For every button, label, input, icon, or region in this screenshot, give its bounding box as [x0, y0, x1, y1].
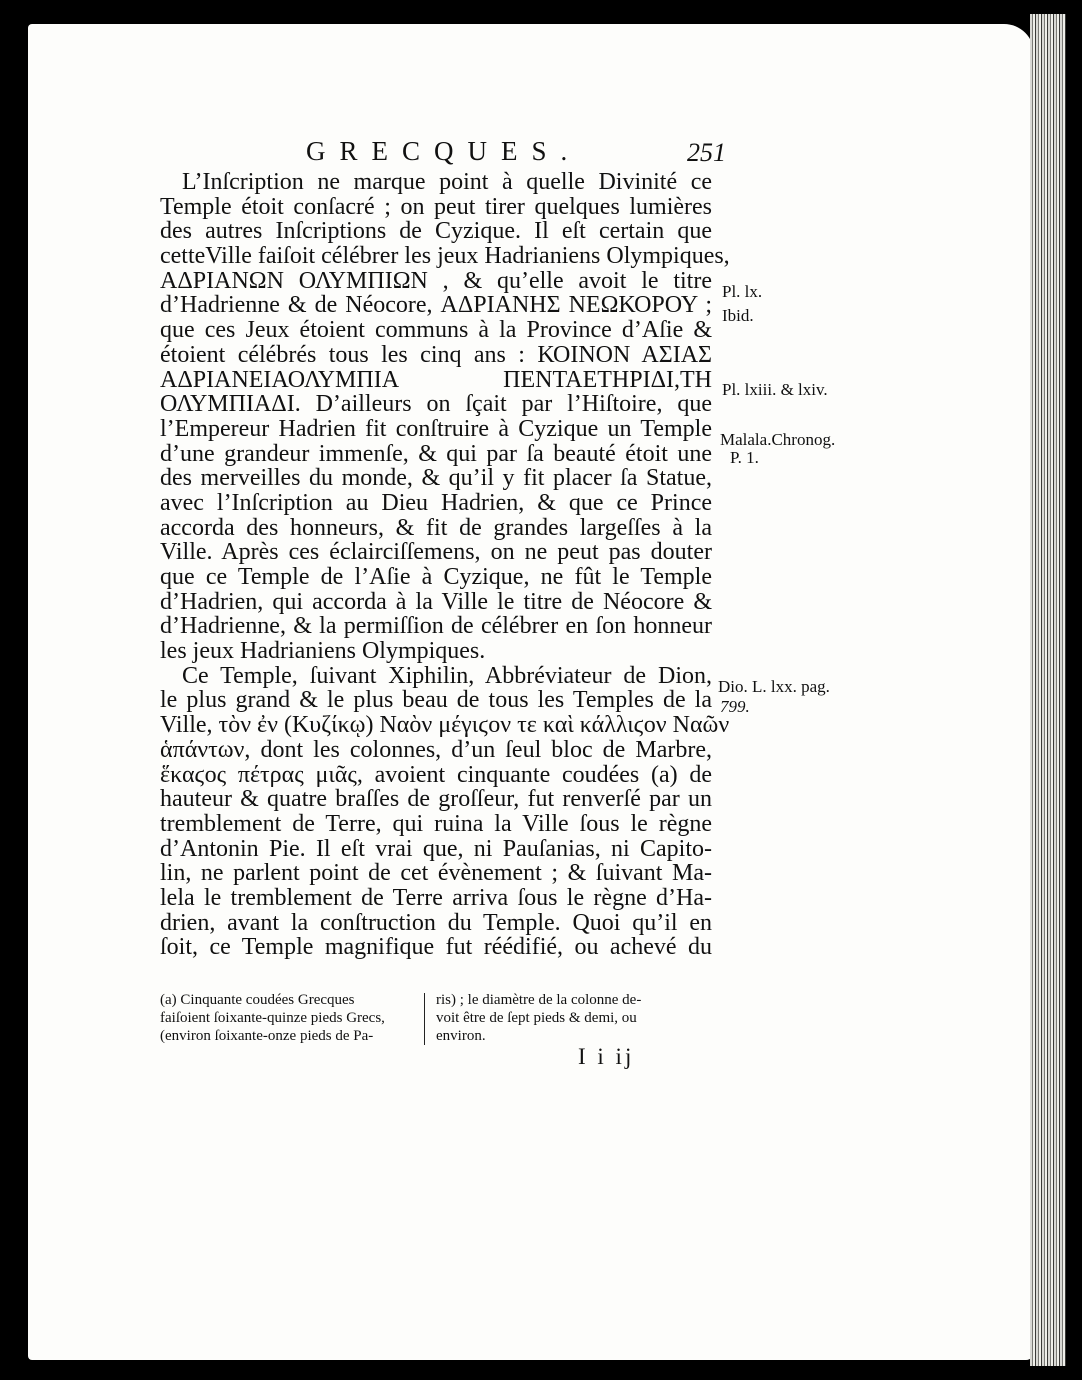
text-line: que ce Temple de l’Aſie à Cyzique, ne fût le Temple: [160, 564, 712, 590]
text-line: accorda des honneurs, & fit de grandes largeſſes à la: [160, 514, 712, 541]
text-line: tremblement de Terre, qui ruina la Ville ſous le règne: [160, 810, 712, 837]
marginal-note: Ibid.: [722, 306, 754, 325]
text-line: des merveilles du monde, & qu’il y fit placer ſa Statue,: [160, 465, 712, 492]
text-line: avec l’Inſcription au Dieu Hadrien, & que ce Prince: [160, 489, 712, 516]
text-line: Ville, τὸν ἐν (Κυζίκῳ) Ναὸν μέγιϛον τε καὶ κάλλιϛον Ναῶν: [160, 712, 730, 739]
footnotes: [160, 991, 712, 1051]
marginal-note: 799.: [720, 697, 750, 716]
text-line: ἕκαϛος πέτρας μιᾶς, avoient cinquante coudées (a) de: [160, 761, 712, 788]
text-line: l’Empereur Hadrien fit conſtruire à Cyzique un Temple: [160, 415, 712, 442]
footnote-line: (a) Cinquante coudées Grecques: [160, 992, 355, 1008]
text-line: les jeux Hadrianiens Olympiques.: [160, 638, 486, 665]
text-line: ΟΛΥΜΠΙΑΔΙ. D’ailleurs on ſçait par l’Hiſtoire, que: [160, 391, 712, 418]
footnote-line: voit être de ſept pieds & demi, ou: [436, 1010, 637, 1026]
text-line: cetteVille faiſoit célébrer les jeux Hadrianiens Olympiques,: [160, 243, 730, 270]
text-line: Temple étoit conſacré ; on peut tirer quelques lumières: [160, 193, 712, 220]
marginal-note: Dio. L. lxx. pag.: [718, 677, 830, 696]
text-line: d’Antonin Pie. Il eſt vrai que, ni Pauſanias, ni Capito-: [160, 835, 712, 862]
footnote-line: environ.: [436, 1028, 486, 1044]
text-line: ΑΔΡΙΑΝΕΙΑΟΛΥΜΠΙΑ ΠΕΝΤΑΕΤΗΡΙΔΙ,ΤΗ: [160, 366, 712, 393]
marginal-note: P. 1.: [730, 448, 759, 467]
text-line: étoient célébrés tous les cinq ans : ΚΟΙΝΟΝ ΑΣΙΑΣ: [160, 341, 712, 368]
text-line: des autres Inſcriptions de Cyzique. Il eſt certain que: [160, 218, 712, 245]
main-text: [160, 169, 730, 961]
text-line: ſoit, ce Temple magnifique fut réédifié, ou achevé du: [160, 934, 712, 961]
marginal-note: Malala.Chronog.: [720, 430, 836, 449]
footnote-divider: [424, 993, 425, 1045]
text-line: d’Hadrien, qui accorda à la Ville le titre de Néocore &: [160, 588, 712, 615]
text-line: Ce Temple, ſuivant Xiphilin, Abbréviateur de Dion,: [182, 662, 712, 689]
text-line: ΑΔΡΙΑΝΩΝ ΟΛΥΜΠΙΩΝ , & qu’elle avoit le titre: [160, 267, 712, 294]
text-line: hauteur & quatre braſſes de groſſeur, fut renverſé par un: [160, 786, 712, 813]
signature-mark: I i ij: [578, 1044, 635, 1069]
text-line: d’une grandeur immenſe, & qui par ſa beauté étoit une: [160, 440, 712, 467]
page-number: 251: [687, 138, 726, 167]
text-line: d’Hadrienne & de Néocore, ΑΔΡΙΑΝΗΣ ΝΕΩΚΟΡΟΥ ;: [160, 292, 712, 319]
text-line: ἁπάντων, dont les colonnes, d’un ſeul bloc de Marbre,: [160, 736, 712, 763]
text-line: que ces Jeux étoient communs à la Province d’Aſie &: [160, 317, 712, 344]
footnote-line: (environ ſoixante-onze pieds de Pa-: [160, 1028, 374, 1044]
text-line: le plus grand & le plus beau de tous les Temples de la: [160, 687, 712, 714]
page-header: [306, 132, 726, 172]
text-line: lela le tremblement de Terre arriva ſous le règne d’Ha-: [160, 884, 712, 911]
footnote-column-left: [160, 991, 418, 1045]
footnote-line: faiſoient ſoixante-quinze pieds Grecs,: [160, 1010, 385, 1026]
running-title: GRECQUES.: [306, 136, 582, 166]
marginal-note: Pl. lxiii. & lxiv.: [722, 380, 828, 399]
text-line: lin, ne parlent point de cet évènement ; & ſuivant Ma-: [160, 860, 712, 887]
text-line: d’Hadrienne, & la permiſſion de célébrer en ſon honneur: [160, 613, 712, 640]
marginal-note: Pl. lx.: [722, 282, 763, 301]
footnote-column-right: [436, 991, 712, 1045]
text-line: drien, avant la conſtruction du Temple. Quoi qu’il en: [160, 909, 712, 936]
book-page-edges: [1030, 14, 1066, 1366]
footnote-line: ris) ; le diamètre de la colonne de-: [436, 992, 642, 1008]
text-line: L’Inſcription ne marque point à quelle Divinité ce: [182, 169, 712, 195]
text-line: Ville. Après ces éclairciſſemens, on ne peut pas douter: [160, 539, 712, 566]
